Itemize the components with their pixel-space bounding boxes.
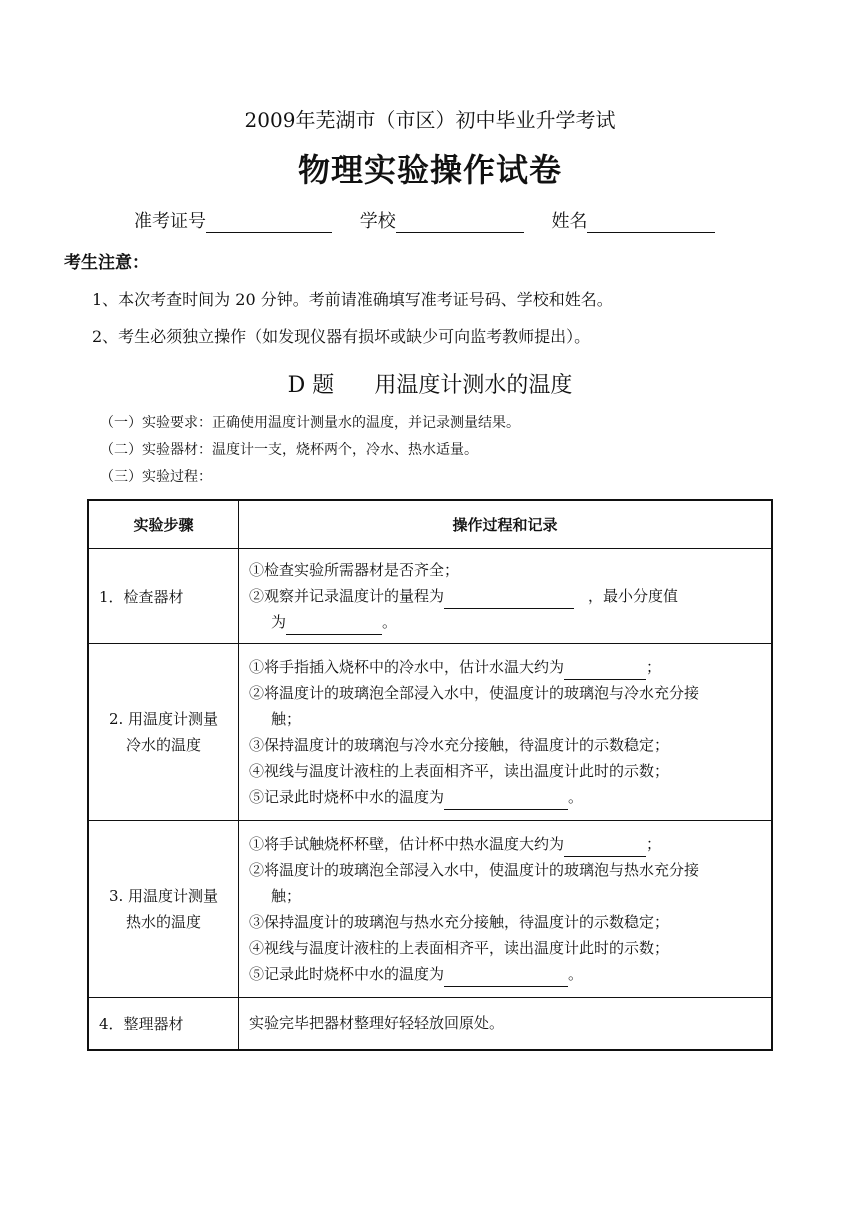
procedure-cell	[239, 549, 773, 644]
procedure-line: ④视线与温度计液柱的上表面相齐平，读出温度计此时的示数；	[249, 762, 670, 780]
procedure-line: ①检查实验所需器材是否齐全；	[249, 561, 460, 579]
step-cell	[88, 821, 239, 998]
procedure-text: ；	[646, 658, 662, 676]
table-row	[88, 549, 772, 644]
requirement-line: （一）实验要求：正确使用温度计测量水的温度，并记录测量结果。	[100, 415, 520, 431]
notice-item: 1、本次考查时间为 20 分钟。考前请准确填写准考证号码、学校和姓名。	[92, 290, 613, 309]
procedure-cell	[239, 644, 773, 821]
table-row	[88, 821, 772, 998]
name-blank[interactable]	[587, 214, 715, 233]
procedure-line	[249, 961, 763, 987]
school-blank[interactable]	[396, 214, 524, 233]
step-text: 冷水的温度	[125, 736, 201, 754]
procedure-text: ，最小分度值	[588, 587, 679, 605]
procedure-line: ②将温度计的玻璃泡全部浸入水中，使温度计的玻璃泡与冷水充分接	[249, 684, 700, 702]
temperature-blank[interactable]	[444, 968, 568, 987]
admission-number-blank[interactable]	[206, 214, 332, 233]
procedure-line	[249, 831, 763, 857]
requirement-line: （二）实验器材：温度计一支，烧杯两个，冷水、热水适量。	[100, 442, 478, 458]
question-title	[0, 368, 860, 399]
procedure-text: ②观察并记录温度计的量程为	[249, 587, 445, 605]
header-procedure: 操作过程和记录	[239, 500, 773, 549]
candidate-info-line	[134, 207, 737, 233]
range-blank[interactable]	[444, 590, 574, 609]
procedure-line: 触；	[271, 710, 302, 728]
admission-number-label: 准考证号	[134, 211, 206, 232]
question-name: 用温度计测水的温度	[374, 373, 573, 398]
step-text: 2. 用温度计测量	[108, 710, 219, 728]
table-row	[88, 644, 772, 821]
procedure-text: ；	[646, 835, 662, 853]
step-cell: 1．检查器材	[88, 549, 239, 644]
estimate-blank[interactable]	[564, 838, 646, 857]
exam-subtitle: 2009年芜湖市（市区）初中毕业升学考试	[244, 108, 616, 132]
procedure-line	[249, 609, 763, 635]
procedure-text: 为	[271, 613, 287, 631]
procedure-line: 实验完毕把器材整理好轻轻放回原处。	[249, 1014, 505, 1033]
table-row	[88, 998, 772, 1050]
question-code: D 题	[287, 373, 335, 398]
procedure-cell	[239, 998, 773, 1050]
procedure-line: ③保持温度计的玻璃泡与冷水充分接触，待温度计的示数稳定；	[249, 736, 670, 754]
procedure-text: 。	[568, 965, 584, 983]
step-text: 热水的温度	[125, 913, 201, 931]
procedure-line	[249, 654, 763, 680]
procedure-line: ②将温度计的玻璃泡全部浸入水中，使温度计的玻璃泡与热水充分接	[249, 861, 700, 879]
admission-number-field[interactable]	[134, 207, 332, 233]
procedure-line: 触；	[271, 887, 302, 905]
procedure-text: ⑤记录此时烧杯中水的温度为	[249, 965, 445, 983]
school-label: 学校	[359, 211, 396, 232]
procedure-table	[87, 499, 773, 1051]
procedure-line	[249, 784, 763, 810]
paper-title: 物理实验操作试卷	[297, 151, 562, 189]
procedure-text: ①将手指插入烧杯中的冷水中，估计水温大约为	[249, 658, 565, 676]
procedure-text: ⑤记录此时烧杯中水的温度为	[249, 788, 445, 806]
procedure-line: ④视线与温度计液柱的上表面相齐平，读出温度计此时的示数；	[249, 939, 670, 957]
procedure-line: ③保持温度计的玻璃泡与热水充分接触，待温度计的示数稳定；	[249, 913, 670, 931]
min-division-blank[interactable]	[286, 616, 382, 635]
notice-heading: 考生注意：	[64, 253, 149, 273]
name-field[interactable]	[551, 207, 715, 233]
table-header-row	[88, 500, 772, 549]
school-field[interactable]	[360, 207, 524, 233]
procedure-cell	[239, 821, 773, 998]
notice-item: 2、考生必须独立操作（如发现仪器有损坏或缺少可向监考教师提出）。	[92, 327, 591, 346]
procedure-text: ①将手试触烧杯杯壁，估计杯中热水温度大约为	[249, 835, 565, 853]
step-cell: 4．整理器材	[88, 998, 239, 1050]
procedure-text: 。	[382, 613, 398, 631]
requirement-line: （三）实验过程：	[100, 469, 212, 485]
estimate-blank[interactable]	[564, 661, 646, 680]
procedure-line	[249, 583, 763, 609]
step-cell	[88, 644, 239, 821]
temperature-blank[interactable]	[444, 791, 568, 810]
procedure-text: 。	[568, 788, 584, 806]
step-text: 3. 用温度计测量	[108, 887, 219, 905]
header-step: 实验步骤	[88, 500, 239, 549]
name-label: 姓名	[551, 211, 588, 232]
